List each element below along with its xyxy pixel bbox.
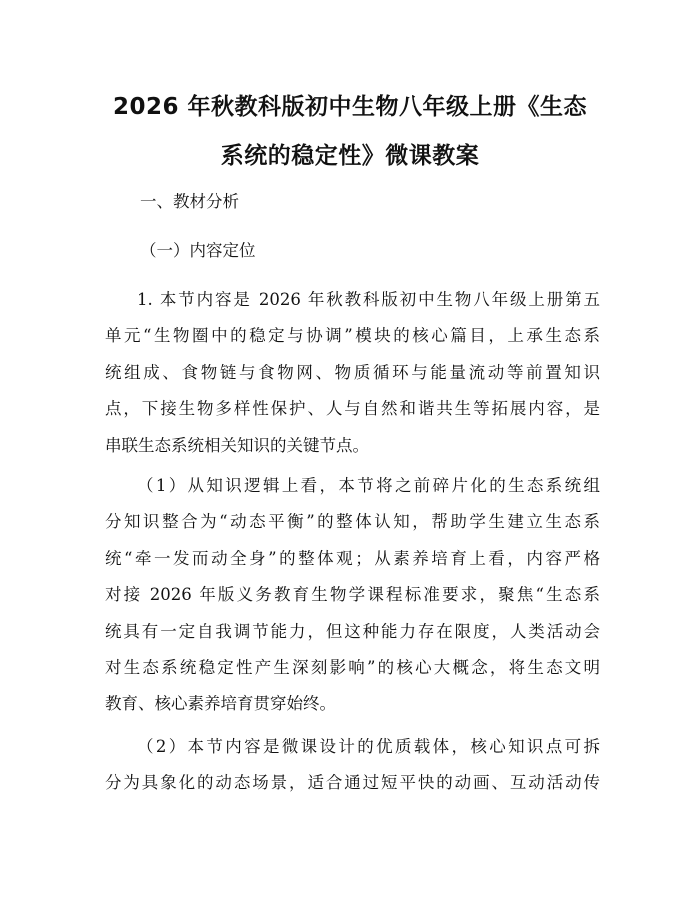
document-title: [100, 83, 600, 181]
paragraph-line: 串联生态系统相关知识的关键节点。: [105, 435, 369, 455]
subsection-heading: （一）内容定位: [140, 241, 256, 260]
paragraph-line: 统具有一定自我调节能力，但这种能力存在限度，人类活动会: [105, 621, 600, 641]
paragraph-line: （1）从知识逻辑上看，本节将之前碎片化的生态系统组: [137, 476, 600, 495]
paragraph-line: （2）本节内容是微课设计的优质载体，核心知识点可拆: [137, 737, 600, 756]
paragraph-line: 对生态系统稳定性产生深刻影响”的核心大概念，将生态文明: [105, 657, 600, 677]
title-line-2: 系统的稳定性》微课教案: [220, 143, 480, 169]
paragraph-line: 统“牵一发而动全身”的整体观；从素养培育上看，内容严格: [105, 548, 600, 568]
paragraph-line: 分为具象化的动态场景，适合通过短平快的动画、互动活动传: [105, 773, 600, 793]
paragraph-line: 教育、核心素养培育贯穿始终。: [105, 694, 336, 714]
paragraph-2: [105, 468, 600, 723]
title-line-1: 2026 年秋教科版初中生物八年级上册《生态: [112, 94, 588, 120]
paragraph-line: 对接 2026 年版义务教育生物学课程标准要求，聚焦“生态系: [105, 585, 600, 605]
paragraph-1: [105, 282, 600, 464]
paragraph-line: 统组成、食物链与食物网、物质循环与能量流动等前置知识: [105, 362, 600, 382]
paragraph-line: 单元“生物圈中的稳定与协调”模块的核心篇目，上承生态系: [105, 326, 600, 346]
paragraph-line: 1. 本节内容是 2026 年秋教科版初中生物八年级上册第五: [137, 290, 600, 309]
paragraph-line: 点，下接生物多样性保护、人与自然和谐共生等拓展内容，是: [105, 399, 600, 419]
paragraph-line: 分知识整合为“动态平衡”的整体认知，帮助学生建立生态系: [105, 512, 600, 532]
section-heading: 一、教材分析: [140, 192, 239, 211]
paragraph-3: [105, 729, 600, 802]
